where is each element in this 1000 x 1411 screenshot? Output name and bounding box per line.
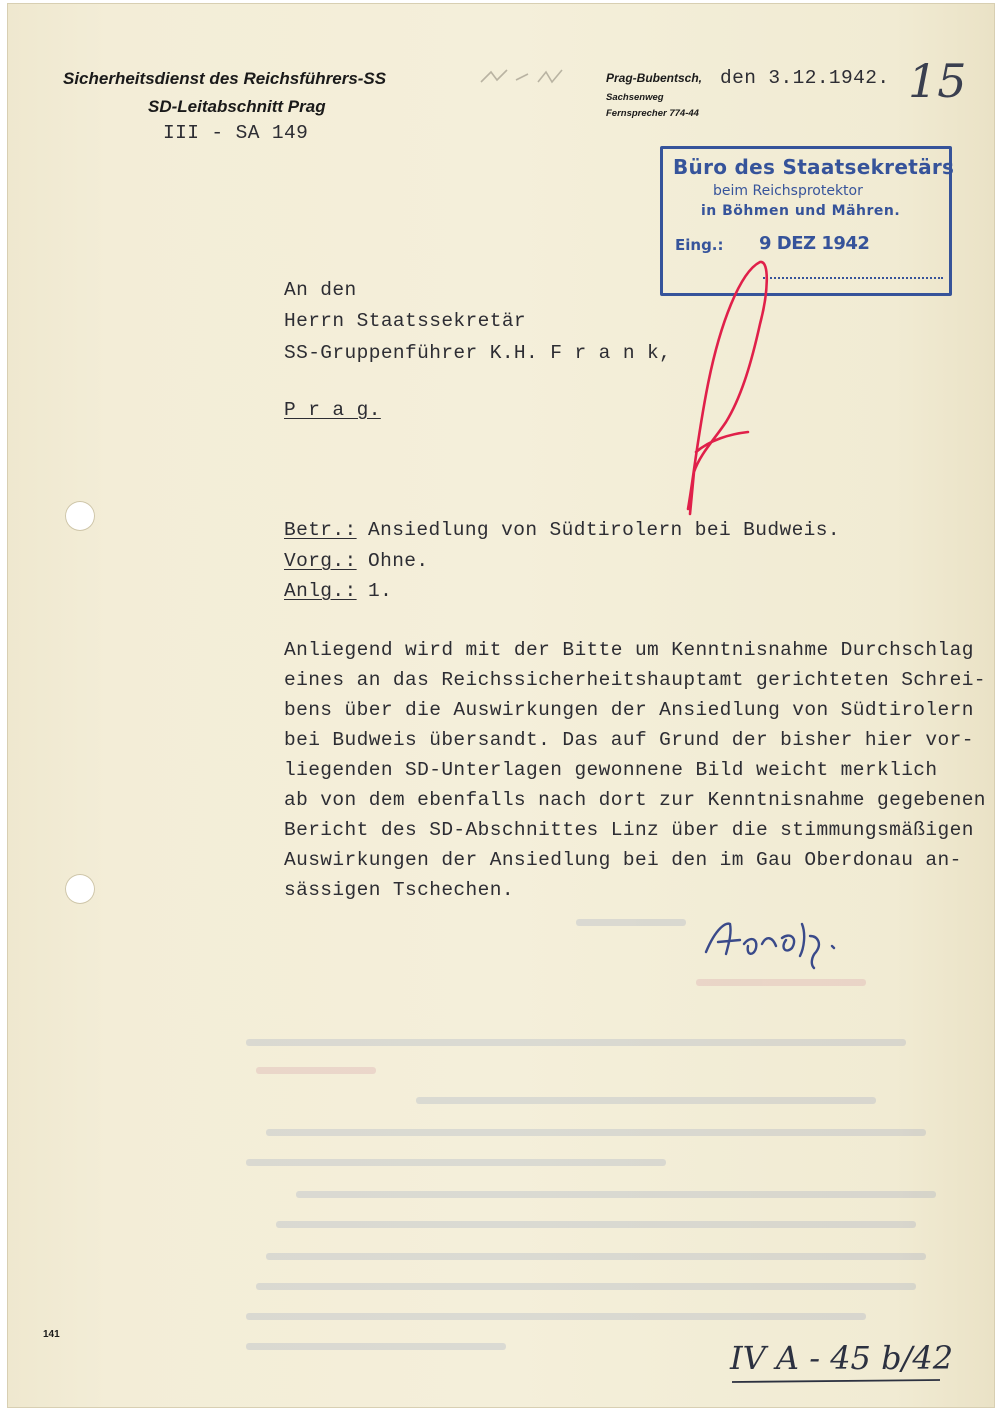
address-line2: Herrn Staatssekretär xyxy=(284,310,527,332)
letterhead-org-line1: Sicherheitsdienst des Reichsführers-SS xyxy=(63,69,387,88)
subject-vorg-text: Ohne. xyxy=(368,550,429,572)
body-line: eines an das Reichssicherheitshauptamt gerichteten Schrei- xyxy=(284,669,986,691)
red-pencil-mark xyxy=(8,4,994,1407)
subject-anlg-label: Anlg.: xyxy=(284,580,357,602)
body-line: ab von dem ebenfalls nach dort zur Kenntnisnahme gegebenen xyxy=(284,789,986,811)
stamp-line2: beim Reichsprotektor xyxy=(713,183,863,199)
subject-anlg-text: 1. xyxy=(368,580,393,602)
letter-date: den 3.12.1942. xyxy=(720,67,890,89)
phone-number: Fernsprecher 774-44 xyxy=(606,108,699,119)
address-line3: SS-Gruppenführer K.H. F r a n k, xyxy=(284,342,672,364)
body-line: sässigen Tschechen. xyxy=(284,879,514,901)
place-name: Prag-Bubentsch, xyxy=(606,71,703,85)
page-number: 141 xyxy=(43,1329,60,1340)
file-reference: III - SA 149 xyxy=(163,122,309,144)
file-reference-underline xyxy=(730,1378,950,1388)
subject-betr-text: Ansiedlung von Südtirolern bei Budweis. xyxy=(368,519,840,541)
body-line: Bericht des SD-Abschnittes Linz über die stimmungsmäßigen xyxy=(284,819,974,841)
stamp-received-label: Eing.: xyxy=(675,236,724,254)
stamp-received-date: 9 DEZ 1942 xyxy=(759,233,870,254)
street-name: Sachsenweg xyxy=(606,92,664,103)
stamp-line3: in Böhmen und Mähren. xyxy=(701,203,901,219)
body-line: Anliegend wird mit der Bitte um Kenntnisnahme Durchschlag xyxy=(284,639,974,661)
address-city: P r a g. xyxy=(284,399,381,421)
handwritten-file-reference: IV A - 45 b/42 xyxy=(730,1339,954,1377)
address-line1: An den xyxy=(284,279,357,301)
subject-betr-label: Betr.: xyxy=(284,519,357,541)
body-line: liegenden SD-Unterlagen gewonnene Bild weicht merklich xyxy=(284,759,938,781)
subject-vorg-label: Vorg.: xyxy=(284,550,357,572)
body-line: Auswirkungen der Ansiedlung bei den im Gau Oberdonau an- xyxy=(284,849,962,871)
stamp-line1: Büro des Staatsekretärs xyxy=(673,155,955,179)
body-line: bens über die Auswirkungen der Ansiedlung von Südtirolern xyxy=(284,699,974,721)
body-line: bei Budweis übersandt. Das auf Grund der bisher hier vor- xyxy=(284,729,974,751)
folio-number: 15 xyxy=(908,54,967,108)
letterhead-org-line2: SD-Leitabschnitt Prag xyxy=(148,97,326,116)
letter-sheet xyxy=(8,4,994,1407)
